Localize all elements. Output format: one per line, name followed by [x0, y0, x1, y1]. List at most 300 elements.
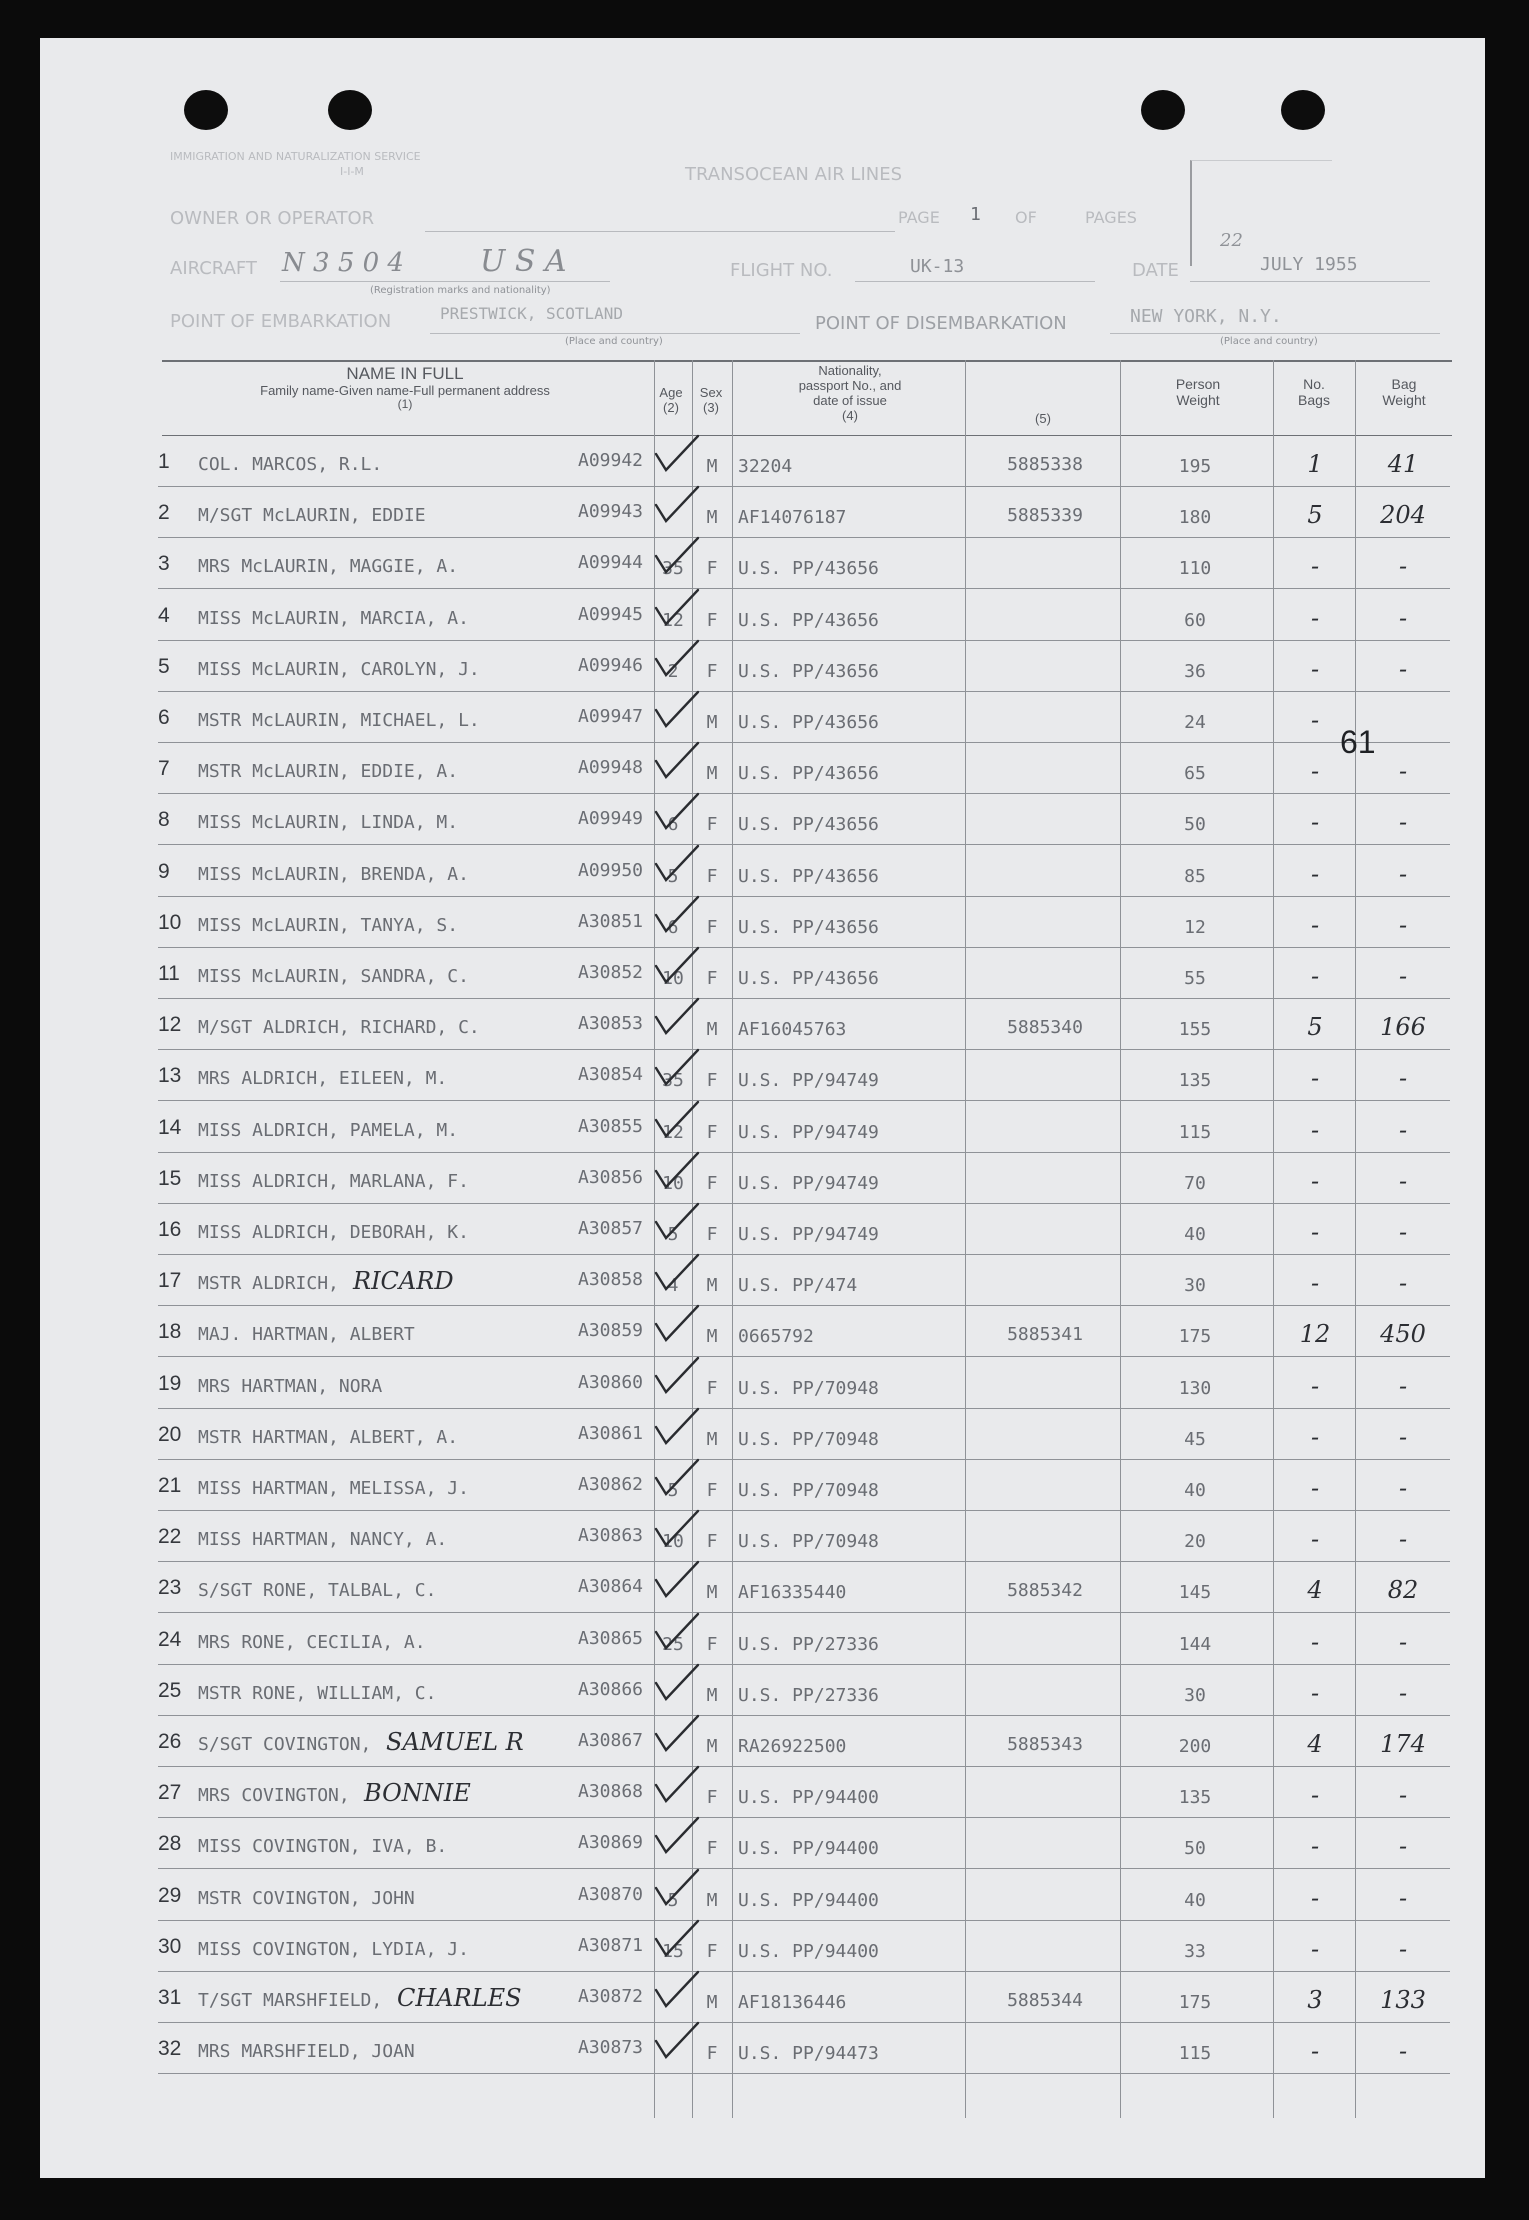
date-correction: 22 — [1220, 230, 1243, 251]
passenger-name: MISS ALDRICH, DEBORAH, K. — [198, 1222, 469, 1243]
check-mark-icon — [648, 1352, 708, 1402]
passenger-code: A09942 — [578, 450, 644, 471]
row-number: 15 — [158, 1166, 182, 1190]
passenger-name: MRS ALDRICH, EILEEN, M. — [198, 1068, 448, 1090]
bags-count: - — [1310, 1371, 1320, 1400]
table-row — [158, 1153, 1450, 1204]
person-weight: 12 — [1184, 916, 1206, 938]
sex-value: F — [706, 1787, 718, 1809]
passenger-name: MISS HARTMAN, NANCY, A. — [198, 1529, 448, 1551]
passport-value: AF16045763 — [738, 1019, 847, 1041]
bag-weight: 166 — [1380, 1013, 1426, 1042]
bags-count: - — [1310, 859, 1320, 888]
row-number: 19 — [158, 1371, 182, 1395]
passport-value: U.S. PP/27336 — [738, 1684, 879, 1706]
sex-value: M — [706, 763, 718, 785]
handwritten-given-name: CHARLES — [397, 1984, 522, 2012]
bags-count: - — [1310, 1064, 1320, 1093]
bags-count: - — [1310, 603, 1320, 632]
sex-value: F — [706, 865, 718, 887]
passenger-name: MSTR RONE, WILLIAM, C. — [198, 1682, 437, 1704]
age-value: 4 — [667, 1275, 679, 1297]
passport-value: U.S. PP/94400 — [738, 1838, 879, 1860]
passport-value: AF18136446 — [738, 1992, 847, 2013]
bag-weight: - — [1398, 1371, 1408, 1400]
age-value: 6 — [667, 814, 679, 836]
passenger-code: A30854 — [578, 1064, 644, 1086]
table-row — [158, 1614, 1450, 1665]
check-mark-icon — [648, 1710, 708, 1760]
table-row — [158, 487, 1450, 538]
bag-weight: 204 — [1380, 501, 1426, 530]
bags-count: - — [1310, 1934, 1320, 1963]
person-weight: 85 — [1184, 865, 1206, 887]
passport-value: AF16335440 — [738, 1582, 847, 1604]
aircraft-underline — [280, 281, 610, 282]
aircraft-nationality: U S A — [480, 244, 567, 279]
bags-count: 1 — [1307, 450, 1323, 478]
col-header-age: Age (2) — [659, 385, 683, 415]
sex-value: F — [706, 1224, 718, 1245]
bags-count: - — [1310, 1678, 1320, 1707]
sex-value: M — [706, 1684, 718, 1706]
table-row — [158, 846, 1450, 897]
age-value: 10 — [662, 968, 684, 989]
passenger-name: T/SGT MARSHFIELD, — [198, 1990, 383, 2011]
passenger-name: S/SGT RONE, TALBAL, C. — [198, 1580, 437, 1602]
person-weight: 55 — [1184, 968, 1206, 989]
bags-count: - — [1310, 552, 1320, 581]
check-mark-icon — [648, 1608, 708, 1658]
passenger-name: MISS McLAURIN, LINDA, M. — [198, 812, 459, 834]
passenger-code: A09948 — [578, 757, 644, 779]
agency-line: IMMIGRATION AND NATURALIZATION SERVICE — [170, 150, 421, 163]
table-row — [158, 1767, 1450, 1818]
passport-value: U.S. PP/94400 — [738, 1940, 879, 1962]
col-header-5: (5) — [1035, 411, 1051, 426]
passport-value: U.S. PP/70948 — [738, 1531, 879, 1553]
passport-value: U.S. PP/94400 — [738, 1787, 879, 1809]
person-weight: 175 — [1178, 1326, 1212, 1348]
passenger-code: A30873 — [578, 2037, 644, 2059]
sex-value: M — [706, 1326, 718, 1348]
age-value: 5 — [667, 1224, 679, 1245]
row-number: 18 — [158, 1320, 182, 1344]
table-top-rule — [162, 360, 1452, 362]
person-weight: 175 — [1178, 1992, 1212, 2013]
bags-count: - — [1310, 962, 1320, 990]
table-row — [158, 590, 1450, 641]
table-row — [158, 436, 1450, 487]
passenger-name: S/SGT COVINGTON, — [198, 1734, 372, 1755]
person-weight: 70 — [1184, 1172, 1206, 1194]
table-row — [158, 1255, 1450, 1306]
punch-hole — [1281, 90, 1325, 130]
bag-weight: 82 — [1387, 1576, 1419, 1605]
flight-number: UK-13 — [910, 256, 965, 277]
bag-weight: - — [1398, 1166, 1408, 1195]
row-number: 8 — [158, 808, 170, 832]
row-number: 22 — [158, 1525, 182, 1549]
aircraft-label: AIRCRAFT — [170, 258, 257, 279]
passport-value: U.S. PP/94749 — [738, 1224, 879, 1245]
passenger-name: MISS COVINGTON, IVA, B. — [198, 1836, 448, 1858]
passenger-name: MISS McLAURIN, TANYA, S. — [198, 914, 459, 936]
passport-value: AF14076187 — [738, 507, 847, 529]
bag-weight: - — [1398, 1627, 1408, 1656]
check-mark-icon — [648, 788, 708, 838]
sex-value: F — [706, 2043, 718, 2065]
sex-value: F — [706, 814, 718, 836]
sex-value: F — [706, 1172, 718, 1194]
table-row — [158, 1972, 1450, 2023]
sex-value: M — [706, 1889, 718, 1911]
table-row — [158, 948, 1450, 999]
sex-value: M — [706, 1275, 718, 1297]
person-weight: 60 — [1184, 609, 1206, 631]
person-weight: 200 — [1178, 1736, 1212, 1757]
check-mark-icon — [648, 1505, 708, 1555]
sex-value: F — [706, 1070, 718, 1092]
col-header-nationality: Nationality, passport No., and date of issue (4) — [798, 363, 902, 423]
person-weight: 30 — [1184, 1684, 1206, 1706]
bag-weight: - — [1398, 859, 1408, 888]
manifest-sheet — [40, 38, 1485, 2178]
disembark-underline — [1110, 333, 1440, 334]
of-label: OF — [1015, 208, 1037, 227]
row-number: 2 — [158, 501, 170, 525]
bags-count: - — [1310, 706, 1320, 734]
sex-value: F — [706, 1121, 718, 1143]
passenger-code: A09949 — [578, 808, 644, 830]
person-weight: 145 — [1178, 1582, 1212, 1604]
age-value: 5 — [667, 1480, 679, 1501]
disembark-value: NEW YORK, N.Y. — [1130, 306, 1282, 327]
table-row — [158, 692, 1450, 743]
passport-value: U.S. PP/43656 — [738, 916, 879, 938]
row-number: 17 — [158, 1269, 182, 1293]
check-mark-icon — [648, 1966, 708, 2016]
col-header-name: NAME IN FULL Family name-Given name-Full permanent address (1) — [260, 364, 550, 412]
passport-value: U.S. PP/43656 — [738, 558, 879, 580]
row-number: 30 — [158, 1934, 182, 1958]
passenger-code: A30859 — [578, 1320, 644, 1342]
table-row — [158, 1818, 1450, 1869]
passport-value: U.S. PP/27336 — [738, 1633, 879, 1655]
passenger-code: A30863 — [578, 1525, 644, 1547]
passenger-code: A30857 — [578, 1218, 644, 1239]
age-value: 25 — [662, 1633, 684, 1655]
column-5-value: 5885339 — [1007, 505, 1083, 527]
embark-label: POINT OF EMBARKATION — [170, 311, 392, 332]
bags-count: - — [1310, 2037, 1320, 2066]
passport-value: U.S. PP/94473 — [738, 2043, 879, 2065]
sex-value: M — [706, 712, 718, 733]
age-value: 10 — [662, 1531, 684, 1553]
passenger-name: MRS McLAURIN, MAGGIE, A. — [198, 556, 459, 578]
passenger-code: A30862 — [578, 1474, 644, 1495]
sex-value: F — [706, 1940, 718, 1962]
handwritten-given-name: RICARD — [353, 1267, 454, 1296]
bag-weight: - — [1398, 603, 1408, 632]
person-weight: 40 — [1184, 1224, 1206, 1245]
table-row — [158, 1102, 1450, 1153]
row-number: 25 — [158, 1678, 182, 1702]
bag-weight: - — [1398, 1781, 1408, 1810]
owner-label: OWNER OR OPERATOR — [170, 208, 375, 229]
table-row — [158, 743, 1450, 794]
punch-hole — [328, 90, 372, 130]
bags-count: - — [1310, 910, 1320, 939]
passenger-code: A30870 — [578, 1883, 644, 1905]
person-weight: 135 — [1178, 1787, 1212, 1809]
column-5-value: 5885340 — [1007, 1017, 1083, 1039]
bag-weight: - — [1398, 757, 1408, 786]
aircraft-caption: (Registration marks and nationality) — [370, 285, 551, 296]
person-weight: 110 — [1178, 558, 1212, 580]
table-row — [158, 1409, 1450, 1460]
table-row — [158, 1562, 1450, 1613]
date-value: JULY 1955 — [1260, 254, 1358, 275]
check-mark-icon — [648, 2017, 708, 2067]
bags-count: - — [1310, 1269, 1320, 1298]
passenger-name: MISS ALDRICH, PAMELA, M. — [198, 1119, 459, 1141]
row-number: 32 — [158, 2037, 182, 2061]
bags-count: 3 — [1307, 1986, 1323, 2014]
age-value: 2 — [667, 660, 679, 682]
person-weight: 180 — [1178, 507, 1212, 529]
passenger-code: A09947 — [578, 706, 644, 727]
person-weight: 50 — [1184, 1838, 1206, 1860]
bag-weight: - — [1398, 910, 1408, 939]
row-number: 1 — [158, 450, 170, 473]
passenger-code: A30858 — [578, 1269, 644, 1291]
sex-value: M — [706, 456, 718, 477]
passport-value: U.S. PP/43656 — [738, 865, 879, 887]
sex-value: F — [706, 1480, 718, 1501]
check-mark-icon — [648, 1044, 708, 1094]
passport-value: U.S. PP/70948 — [738, 1480, 879, 1501]
bags-count: 4 — [1307, 1730, 1323, 1758]
row-number: 31 — [158, 1986, 182, 2009]
table-row — [158, 641, 1450, 692]
person-weight: 115 — [1178, 1121, 1212, 1143]
age-value: 10 — [662, 1172, 684, 1194]
col-header-sex: Sex (3) — [699, 385, 723, 415]
bag-weight: - — [1398, 1269, 1408, 1298]
row-number: 16 — [158, 1218, 182, 1241]
passenger-name: MRS COVINGTON, — [198, 1785, 350, 1807]
passport-value: U.S. PP/94749 — [738, 1070, 879, 1092]
passenger-code: A30861 — [578, 1422, 644, 1444]
col-header-bags: No. Bags — [1298, 376, 1330, 409]
passport-value: U.S. PP/43656 — [738, 712, 879, 733]
bags-count: - — [1310, 1883, 1320, 1912]
check-mark-icon — [648, 1915, 708, 1965]
col-header-bag-weight: Bag Weight — [1382, 376, 1426, 409]
disembark-caption: (Place and country) — [1220, 336, 1318, 347]
table-row — [158, 1921, 1450, 1972]
row-number: 13 — [158, 1064, 182, 1088]
passport-value: U.S. PP/474 — [738, 1275, 858, 1297]
passenger-name: MSTR McLAURIN, MICHAEL, L. — [198, 710, 480, 731]
person-weight: 130 — [1178, 1377, 1212, 1399]
passenger-name: MRS MARSHFIELD, JOAN — [198, 2041, 415, 2063]
bag-weight: - — [1398, 1525, 1408, 1554]
check-mark-icon — [648, 1812, 708, 1862]
pages-label: PAGES — [1085, 208, 1137, 227]
passport-value: U.S. PP/43656 — [738, 968, 879, 989]
check-mark-icon — [648, 840, 708, 890]
passenger-name: MRS HARTMAN, NORA — [198, 1375, 383, 1397]
date-underline — [1190, 281, 1430, 282]
aircraft-registration: N 3 5 0 4 — [282, 248, 404, 278]
age-value: 5 — [667, 1889, 679, 1911]
row-number: 10 — [158, 910, 182, 934]
table-row — [158, 999, 1450, 1050]
check-mark-icon — [648, 1864, 708, 1914]
row-rule — [158, 2073, 1450, 2074]
passport-value: U.S. PP/43656 — [738, 660, 879, 682]
passport-value: U.S. PP/43656 — [738, 609, 879, 631]
passenger-code: A30860 — [578, 1371, 644, 1393]
sex-value: M — [706, 1428, 718, 1450]
check-mark-icon — [648, 1147, 708, 1197]
person-weight: 115 — [1178, 2043, 1212, 2065]
bag-weight: - — [1398, 1883, 1408, 1912]
flight-label: FLIGHT NO. — [730, 260, 833, 281]
table-row — [158, 2023, 1450, 2074]
table-row — [158, 538, 1450, 589]
page-number: 1 — [970, 204, 981, 225]
bags-count: - — [1310, 1525, 1320, 1554]
bags-count: - — [1310, 1627, 1320, 1656]
check-mark-icon — [648, 1249, 708, 1299]
row-number: 3 — [158, 552, 170, 576]
table-row — [158, 1460, 1450, 1511]
check-mark-icon — [648, 737, 708, 787]
passport-value: RA26922500 — [738, 1736, 847, 1757]
sex-value: M — [706, 507, 718, 529]
bag-weight: - — [1398, 1064, 1408, 1093]
check-mark-icon — [648, 686, 708, 736]
bag-weight: - — [1398, 1218, 1408, 1246]
passenger-code: A30871 — [578, 1934, 644, 1956]
passenger-name: MISS COVINGTON, LYDIA, J. — [198, 1938, 469, 1960]
handwritten-given-name: SAMUEL R — [386, 1728, 524, 1756]
row-number: 4 — [158, 603, 170, 627]
passenger-name: M/SGT ALDRICH, RICHARD, C. — [198, 1017, 480, 1039]
table-row — [158, 794, 1450, 845]
person-weight: 65 — [1184, 763, 1206, 785]
passport-value: U.S. PP/43656 — [738, 763, 879, 785]
bags-count: 12 — [1299, 1320, 1331, 1349]
sex-value: F — [706, 1531, 718, 1553]
column-5-value: 5885341 — [1007, 1324, 1083, 1346]
row-number: 21 — [158, 1474, 182, 1497]
sex-value: M — [706, 1582, 718, 1604]
passenger-code: A30869 — [578, 1832, 644, 1854]
date-label: DATE — [1132, 260, 1179, 281]
check-mark-icon — [648, 1659, 708, 1709]
column-5-value: 5885344 — [1007, 1990, 1083, 2011]
person-weight: 36 — [1184, 660, 1206, 682]
bag-weight: - — [1398, 1474, 1408, 1502]
passenger-code: A30864 — [578, 1576, 644, 1598]
sex-value: F — [706, 1838, 718, 1860]
sex-value: F — [706, 660, 718, 682]
bag-weight: - — [1398, 1832, 1408, 1861]
passenger-name: MSTR McLAURIN, EDDIE, A. — [198, 761, 459, 783]
table-row — [158, 1204, 1450, 1255]
bags-count: - — [1310, 1218, 1320, 1246]
punch-hole — [184, 90, 228, 130]
embark-underline — [430, 333, 800, 334]
passenger-code: A30872 — [578, 1986, 644, 2007]
bag-weight: - — [1398, 552, 1408, 581]
age-value: 35 — [662, 1070, 684, 1092]
passenger-code: A09945 — [578, 603, 644, 625]
check-mark-icon — [648, 430, 708, 480]
passenger-code: A30852 — [578, 962, 644, 983]
bags-count: - — [1310, 1166, 1320, 1195]
age-value: 15 — [662, 1940, 684, 1962]
row-number: 24 — [158, 1627, 182, 1651]
row-number: 11 — [158, 962, 180, 985]
row-number: 28 — [158, 1832, 182, 1856]
sex-value: M — [706, 1019, 718, 1041]
person-weight: 144 — [1178, 1633, 1212, 1655]
check-mark-icon — [648, 891, 708, 941]
row-number: 12 — [158, 1013, 182, 1037]
sex-value: F — [706, 916, 718, 938]
embark-caption: (Place and country) — [565, 336, 663, 347]
person-weight: 45 — [1184, 1428, 1206, 1450]
person-weight: 155 — [1178, 1019, 1212, 1041]
sex-value: M — [706, 1992, 718, 2013]
bag-weight: - — [1398, 2037, 1408, 2066]
passport-value: U.S. PP/43656 — [738, 814, 879, 836]
passport-value: U.S. PP/70948 — [738, 1428, 879, 1450]
passenger-code: A09946 — [578, 654, 644, 676]
check-mark-icon — [648, 1096, 708, 1146]
check-mark-icon — [648, 584, 708, 634]
bags-count: 5 — [1307, 1013, 1323, 1042]
bag-weight: - — [1398, 1678, 1408, 1707]
bags-count: - — [1310, 808, 1320, 837]
column-5-value: 5885338 — [1007, 454, 1083, 475]
person-weight: 33 — [1184, 1940, 1206, 1962]
passenger-name: MISS ALDRICH, MARLANA, F. — [198, 1170, 469, 1192]
sex-value: F — [706, 1633, 718, 1655]
person-weight: 30 — [1184, 1275, 1206, 1297]
row-number: 5 — [158, 654, 170, 678]
col-header-weight: Person Weight — [1175, 376, 1221, 409]
bags-count: 4 — [1307, 1576, 1323, 1605]
bag-weight: - — [1398, 1422, 1408, 1451]
row-number: 6 — [158, 706, 170, 729]
passenger-code: A09950 — [578, 859, 644, 881]
page-label: PAGE — [898, 208, 940, 227]
passenger-code: A30856 — [578, 1166, 644, 1188]
sex-value: F — [706, 1377, 718, 1399]
person-weight: 195 — [1178, 456, 1212, 477]
table-row — [158, 1050, 1450, 1101]
age-value: 12 — [662, 1121, 684, 1143]
bags-count: - — [1310, 1474, 1320, 1502]
passenger-name: MSTR COVINGTON, JOHN — [198, 1887, 415, 1909]
passport-value: U.S. PP/94749 — [738, 1172, 879, 1194]
